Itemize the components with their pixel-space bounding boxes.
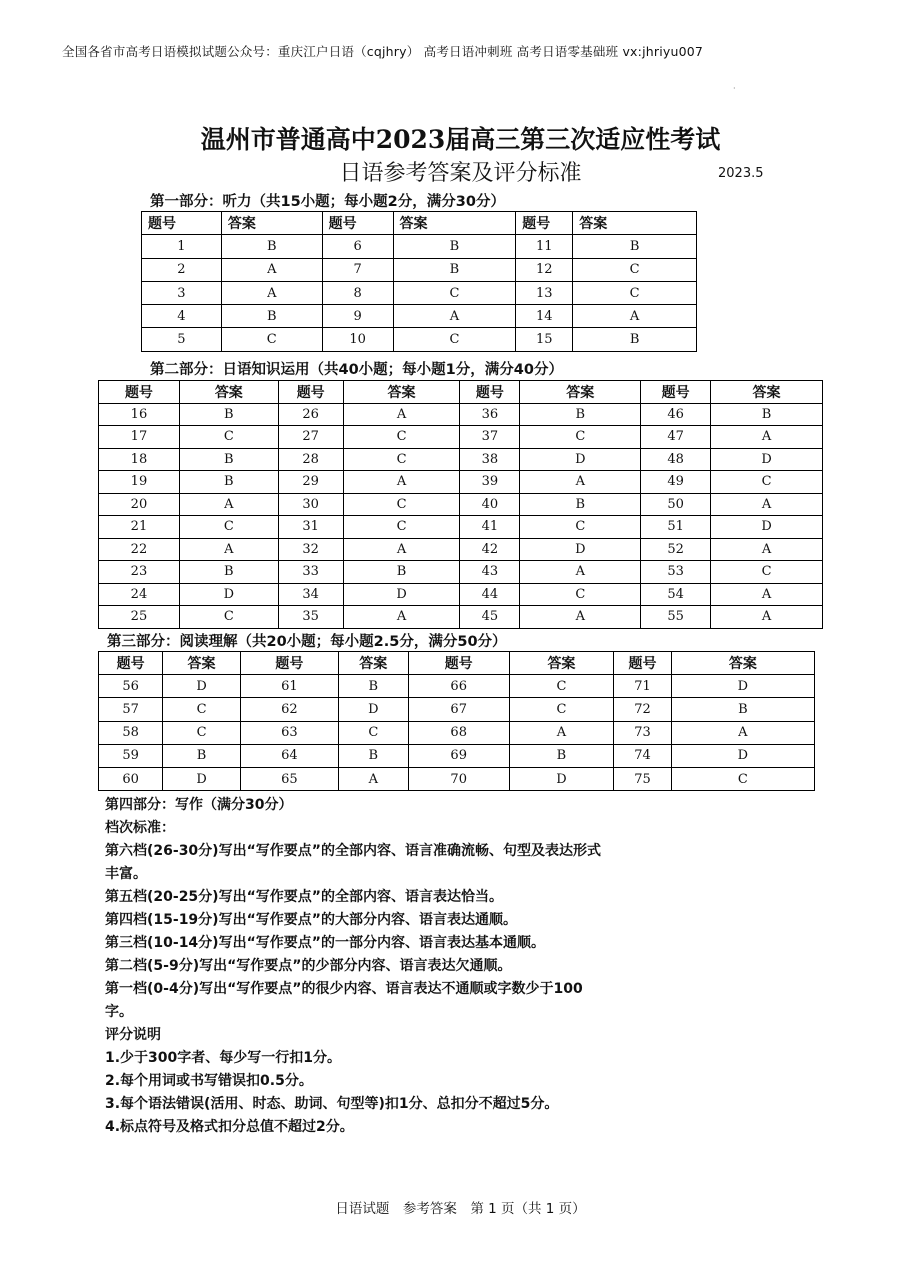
grading-line: 第五档(20-25分)写出“写作要点”的全部内容、语言表达恰当。 [105, 889, 503, 905]
answer-cell: C [520, 583, 641, 606]
grading-line: 字。 [105, 1004, 133, 1020]
table-row [99, 698, 815, 721]
section2-table [98, 380, 823, 629]
answer-cell: A [711, 426, 823, 449]
answer-cell: A [343, 606, 460, 629]
col-header-num: 题号 [408, 652, 509, 675]
question-number-cell: 25 [99, 606, 180, 629]
question-number-cell: 45 [460, 606, 520, 629]
answer-cell: B [671, 698, 814, 721]
question-number-cell: 4 [142, 305, 222, 328]
question-number-cell: 43 [460, 561, 520, 584]
answer-cell: C [179, 516, 278, 539]
question-number-cell: 39 [460, 471, 520, 494]
col-header-ans: 答案 [338, 652, 408, 675]
table-row [99, 403, 823, 426]
answer-cell: B [573, 328, 697, 351]
answer-cell: C [343, 493, 460, 516]
answer-cell: C [520, 516, 641, 539]
answer-cell: B [179, 403, 278, 426]
question-number-cell: 33 [278, 561, 343, 584]
answer-cell: A [573, 305, 697, 328]
answer-cell: D [520, 538, 641, 561]
col-header-ans: 答案 [221, 212, 322, 235]
answer-cell: D [343, 583, 460, 606]
section1-table [141, 211, 697, 352]
table-header-row [99, 652, 815, 675]
answer-cell: B [520, 403, 641, 426]
answer-cell: C [163, 698, 241, 721]
answer-cell: B [711, 403, 823, 426]
grading-line: 第三档(10-14分)写出“写作要点”的一部分内容、语言表达基本通顺。 [105, 935, 545, 951]
question-number-cell: 56 [99, 675, 163, 698]
section2-heading: 第二部分：日语知识运用（共40小题；每小题1分，满分40分） [150, 362, 563, 378]
answer-cell: D [163, 675, 241, 698]
answer-cell: A [671, 721, 814, 744]
col-header-ans: 答案 [179, 381, 278, 404]
answer-cell: A [520, 606, 641, 629]
grading-line: 2.每个用词或书写错误扣0.5分。 [105, 1073, 313, 1089]
answer-cell: B [520, 493, 641, 516]
question-number-cell: 37 [460, 426, 520, 449]
col-header-ans: 答案 [573, 212, 697, 235]
col-header-num: 题号 [516, 212, 573, 235]
table-row [99, 516, 823, 539]
source-header: 全国各省市高考日语模拟试题公众号：重庆江户日语（cqjhry） 高考日语冲刺班 高考日语零基础班 vx:jhriyu007 [62, 44, 704, 59]
question-number-cell: 10 [322, 328, 393, 351]
table-row [99, 606, 823, 629]
question-number-cell: 32 [278, 538, 343, 561]
question-number-cell: 52 [641, 538, 711, 561]
grading-line: 4.标点符号及格式扣分总值不超过2分。 [105, 1119, 354, 1135]
question-number-cell: 17 [99, 426, 180, 449]
answer-cell: C [573, 281, 697, 304]
answer-cell: B [338, 675, 408, 698]
question-number-cell: 50 [641, 493, 711, 516]
question-number-cell: 63 [240, 721, 338, 744]
table-row [142, 235, 697, 258]
question-number-cell: 47 [641, 426, 711, 449]
question-number-cell: 26 [278, 403, 343, 426]
col-header-ans: 答案 [671, 652, 814, 675]
question-number-cell: 46 [641, 403, 711, 426]
answer-cell: C [509, 675, 614, 698]
question-number-cell: 22 [99, 538, 180, 561]
answer-cell: C [393, 328, 516, 351]
question-number-cell: 19 [99, 471, 180, 494]
question-number-cell: 6 [322, 235, 393, 258]
col-header-ans: 答案 [520, 381, 641, 404]
answer-cell: A [343, 471, 460, 494]
question-number-cell: 44 [460, 583, 520, 606]
answer-cell: A [711, 606, 823, 629]
col-header-num: 题号 [460, 381, 520, 404]
question-number-cell: 8 [322, 281, 393, 304]
answer-cell: C [509, 698, 614, 721]
question-number-cell: 1 [142, 235, 222, 258]
col-header-num: 题号 [614, 652, 671, 675]
question-number-cell: 11 [516, 235, 573, 258]
answer-cell: C [179, 426, 278, 449]
grading-line: 档次标准： [105, 820, 175, 836]
question-number-cell: 65 [240, 767, 338, 790]
section1-heading: 第一部分：听力（共15小题；每小题2分，满分30分） [150, 194, 505, 210]
answer-cell: D [509, 767, 614, 790]
section4-heading: 第四部分：写作（满分30分） [105, 797, 293, 813]
col-header-num: 题号 [142, 212, 222, 235]
table-row [142, 305, 697, 328]
question-number-cell: 66 [408, 675, 509, 698]
question-number-cell: 58 [99, 721, 163, 744]
answer-cell: A [509, 721, 614, 744]
answer-cell: C [671, 767, 814, 790]
section3-heading: 第三部分：阅读理解（共20小题；每小题2.5分，满分50分） [107, 634, 507, 650]
exam-subtitle: 日语参考答案及评分标准 [339, 161, 582, 186]
answer-cell: B [343, 561, 460, 584]
answer-cell: B [338, 744, 408, 767]
answer-cell: A [179, 538, 278, 561]
answer-cell: B [179, 448, 278, 471]
table-row [99, 471, 823, 494]
question-number-cell: 51 [641, 516, 711, 539]
col-header-num: 题号 [641, 381, 711, 404]
grading-line: 丰富。 [105, 866, 147, 882]
answer-cell: D [520, 448, 641, 471]
question-number-cell: 3 [142, 281, 222, 304]
answer-cell: A [520, 561, 641, 584]
col-header-num: 题号 [278, 381, 343, 404]
question-number-cell: 48 [641, 448, 711, 471]
table-row [99, 561, 823, 584]
question-number-cell: 74 [614, 744, 671, 767]
table-row [99, 448, 823, 471]
answer-cell: A [343, 538, 460, 561]
answer-cell: D [711, 448, 823, 471]
table-row [142, 258, 697, 281]
answer-cell: C [711, 471, 823, 494]
question-number-cell: 28 [278, 448, 343, 471]
answer-cell: C [573, 258, 697, 281]
answer-cell: A [711, 583, 823, 606]
question-number-cell: 41 [460, 516, 520, 539]
table-row [99, 583, 823, 606]
question-number-cell: 59 [99, 744, 163, 767]
question-number-cell: 49 [641, 471, 711, 494]
grading-line: 1.少于300字者、每少写一行扣1分。 [105, 1050, 342, 1066]
col-header-ans: 答案 [343, 381, 460, 404]
question-number-cell: 69 [408, 744, 509, 767]
col-header-num: 题号 [322, 212, 393, 235]
answer-cell: C [711, 561, 823, 584]
question-number-cell: 9 [322, 305, 393, 328]
question-number-cell: 61 [240, 675, 338, 698]
question-number-cell: 29 [278, 471, 343, 494]
answer-cell: C [221, 328, 322, 351]
question-number-cell: 38 [460, 448, 520, 471]
answer-cell: B [573, 235, 697, 258]
answer-cell: B [179, 471, 278, 494]
question-number-cell: 55 [641, 606, 711, 629]
answer-cell: A [179, 493, 278, 516]
question-number-cell: 14 [516, 305, 573, 328]
scan-dot: · [733, 84, 736, 93]
col-header-num: 题号 [99, 381, 180, 404]
answer-cell: C [520, 426, 641, 449]
answer-cell: A [221, 281, 322, 304]
question-number-cell: 53 [641, 561, 711, 584]
grading-line: 评分说明 [105, 1027, 161, 1043]
exam-title: 温州市普通高中2023届高三第三次适应性考试 [200, 125, 721, 154]
table-row [99, 493, 823, 516]
answer-cell: A [520, 471, 641, 494]
section3-table [98, 651, 815, 791]
question-number-cell: 13 [516, 281, 573, 304]
question-number-cell: 62 [240, 698, 338, 721]
question-number-cell: 72 [614, 698, 671, 721]
question-number-cell: 15 [516, 328, 573, 351]
question-number-cell: 21 [99, 516, 180, 539]
table-row [99, 426, 823, 449]
question-number-cell: 36 [460, 403, 520, 426]
answer-cell: D [338, 698, 408, 721]
table-row [99, 767, 815, 790]
question-number-cell: 12 [516, 258, 573, 281]
question-number-cell: 71 [614, 675, 671, 698]
answer-cell: D [179, 583, 278, 606]
table-row [99, 721, 815, 744]
table-row [142, 281, 697, 304]
table-header-row [99, 381, 823, 404]
answer-cell: B [179, 561, 278, 584]
answer-cell: A [221, 258, 322, 281]
question-number-cell: 57 [99, 698, 163, 721]
question-number-cell: 70 [408, 767, 509, 790]
answer-cell: D [671, 675, 814, 698]
answer-cell: C [338, 721, 408, 744]
exam-date: 2023.5 [718, 166, 764, 181]
table-row [99, 538, 823, 561]
answer-cell: B [393, 258, 516, 281]
question-number-cell: 24 [99, 583, 180, 606]
question-number-cell: 67 [408, 698, 509, 721]
answer-cell: D [671, 744, 814, 767]
question-number-cell: 30 [278, 493, 343, 516]
grading-line: 3.每个语法错误(活用、时态、助词、句型等)扣1分、总扣分不超过5分。 [105, 1096, 559, 1112]
question-number-cell: 18 [99, 448, 180, 471]
question-number-cell: 16 [99, 403, 180, 426]
table-row [142, 328, 697, 351]
question-number-cell: 73 [614, 721, 671, 744]
question-number-cell: 68 [408, 721, 509, 744]
answer-cell: C [163, 721, 241, 744]
answer-cell: A [393, 305, 516, 328]
question-number-cell: 34 [278, 583, 343, 606]
grading-line: 第六档(26-30分)写出“写作要点”的全部内容、语言准确流畅、句型及表达形式 [105, 843, 601, 859]
col-header-ans: 答案 [163, 652, 241, 675]
question-number-cell: 60 [99, 767, 163, 790]
answer-cell: C [343, 448, 460, 471]
col-header-ans: 答案 [509, 652, 614, 675]
answer-cell: B [393, 235, 516, 258]
answer-cell: C [393, 281, 516, 304]
answer-cell: B [163, 744, 241, 767]
question-number-cell: 64 [240, 744, 338, 767]
col-header-num: 题号 [240, 652, 338, 675]
writing-section [105, 794, 745, 1139]
table-header-row [142, 212, 697, 235]
grading-line: 第一档(0-4分)写出“写作要点”的很少内容、语言表达不通顺或字数少于100 [105, 981, 583, 997]
question-number-cell: 2 [142, 258, 222, 281]
question-number-cell: 20 [99, 493, 180, 516]
question-number-cell: 31 [278, 516, 343, 539]
grading-line: 第二档(5-9分)写出“写作要点”的少部分内容、语言表达欠通顺。 [105, 958, 512, 974]
col-header-ans: 答案 [393, 212, 516, 235]
question-number-cell: 75 [614, 767, 671, 790]
answer-cell: C [343, 426, 460, 449]
question-number-cell: 40 [460, 493, 520, 516]
answer-cell: B [221, 305, 322, 328]
answer-cell: C [179, 606, 278, 629]
col-header-ans: 答案 [711, 381, 823, 404]
grading-line: 第四档(15-19分)写出“写作要点”的大部分内容、语言表达通顺。 [105, 912, 517, 928]
answer-cell: A [711, 538, 823, 561]
question-number-cell: 7 [322, 258, 393, 281]
table-row [99, 744, 815, 767]
answer-cell: A [711, 493, 823, 516]
col-header-num: 题号 [99, 652, 163, 675]
question-number-cell: 42 [460, 538, 520, 561]
question-number-cell: 54 [641, 583, 711, 606]
answer-cell: B [221, 235, 322, 258]
answer-cell: C [343, 516, 460, 539]
question-number-cell: 5 [142, 328, 222, 351]
answer-cell: A [343, 403, 460, 426]
page-footer: 日语试题 参考答案 第 1 页（共 1 页） [335, 1201, 586, 1217]
table-row [99, 675, 815, 698]
answer-cell: D [163, 767, 241, 790]
question-number-cell: 27 [278, 426, 343, 449]
answer-cell: A [338, 767, 408, 790]
answer-cell: B [509, 744, 614, 767]
question-number-cell: 35 [278, 606, 343, 629]
answer-cell: D [711, 516, 823, 539]
question-number-cell: 23 [99, 561, 180, 584]
